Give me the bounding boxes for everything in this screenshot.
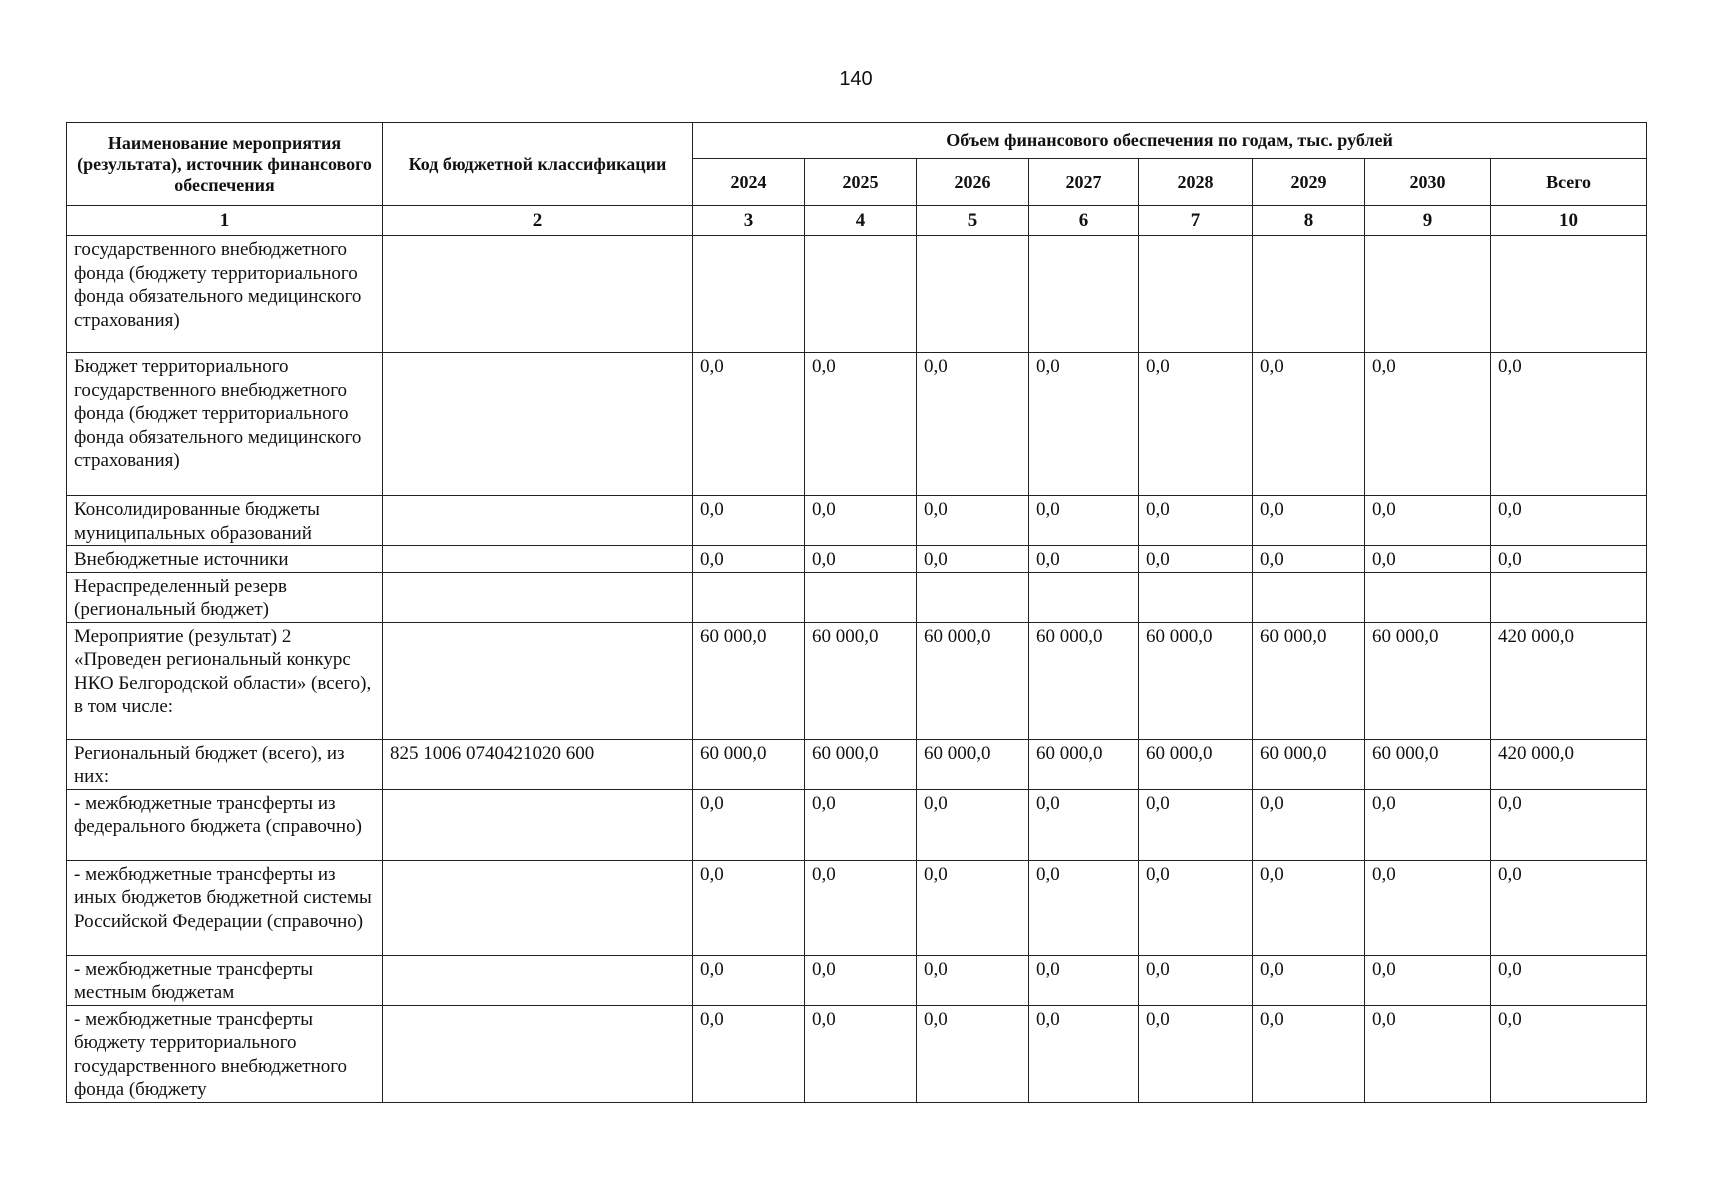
row-year-value: 0,0 bbox=[917, 496, 1029, 546]
column-number: 10 bbox=[1491, 206, 1647, 236]
column-number: 5 bbox=[917, 206, 1029, 236]
header-year: 2029 bbox=[1253, 159, 1365, 206]
row-total-value: 420 000,0 bbox=[1491, 622, 1647, 739]
row-year-value: 0,0 bbox=[1139, 546, 1253, 573]
row-name: Консолидированные бюджеты муниципальных образований bbox=[67, 496, 383, 546]
row-year-value bbox=[1365, 236, 1491, 353]
row-name: Нераспределенный резерв (региональный бюджет) bbox=[67, 572, 383, 622]
row-total-value: 420 000,0 bbox=[1491, 739, 1647, 789]
table-row bbox=[67, 353, 1647, 496]
row-code bbox=[383, 353, 693, 496]
row-year-value: 60 000,0 bbox=[805, 739, 917, 789]
row-year-value: 0,0 bbox=[1365, 860, 1491, 955]
row-year-value bbox=[917, 572, 1029, 622]
row-year-value: 0,0 bbox=[1139, 353, 1253, 496]
row-year-value: 0,0 bbox=[1139, 1005, 1253, 1102]
table-row bbox=[67, 789, 1647, 860]
row-year-value: 0,0 bbox=[1139, 955, 1253, 1005]
row-year-value: 60 000,0 bbox=[693, 739, 805, 789]
row-year-value: 0,0 bbox=[1139, 496, 1253, 546]
row-year-value bbox=[805, 572, 917, 622]
header-year: 2030 bbox=[1365, 159, 1491, 206]
row-year-value: 0,0 bbox=[1365, 1005, 1491, 1102]
row-year-value: 0,0 bbox=[1029, 496, 1139, 546]
row-year-value: 60 000,0 bbox=[917, 622, 1029, 739]
row-code bbox=[383, 860, 693, 955]
row-code bbox=[383, 1005, 693, 1102]
header-year: 2027 bbox=[1029, 159, 1139, 206]
row-year-value bbox=[805, 236, 917, 353]
row-year-value bbox=[1029, 236, 1139, 353]
row-year-value: 0,0 bbox=[1365, 353, 1491, 496]
row-name: - межбюджетные трансферты местным бюджетам bbox=[67, 955, 383, 1005]
financing-table bbox=[66, 122, 1647, 1103]
row-year-value: 0,0 bbox=[917, 789, 1029, 860]
row-year-value bbox=[1253, 236, 1365, 353]
table-row bbox=[67, 955, 1647, 1005]
row-year-value: 60 000,0 bbox=[1253, 739, 1365, 789]
row-year-value: 0,0 bbox=[1365, 789, 1491, 860]
column-number: 8 bbox=[1253, 206, 1365, 236]
row-total-value: 0,0 bbox=[1491, 955, 1647, 1005]
table-body bbox=[67, 236, 1647, 1103]
header-total: Всего bbox=[1491, 159, 1647, 206]
row-total-value: 0,0 bbox=[1491, 860, 1647, 955]
row-year-value: 0,0 bbox=[805, 860, 917, 955]
row-year-value: 60 000,0 bbox=[693, 622, 805, 739]
column-number: 9 bbox=[1365, 206, 1491, 236]
column-number: 3 bbox=[693, 206, 805, 236]
row-year-value: 0,0 bbox=[693, 1005, 805, 1102]
table-row bbox=[67, 496, 1647, 546]
row-year-value: 0,0 bbox=[1253, 789, 1365, 860]
header-code: Код бюджетной классификации bbox=[383, 123, 693, 206]
row-year-value: 0,0 bbox=[805, 353, 917, 496]
row-year-value: 60 000,0 bbox=[1139, 622, 1253, 739]
row-total-value bbox=[1491, 236, 1647, 353]
row-year-value: 0,0 bbox=[1139, 789, 1253, 860]
row-year-value: 0,0 bbox=[917, 546, 1029, 573]
row-year-value: 0,0 bbox=[1253, 1005, 1365, 1102]
row-code: 825 1006 0740421020 600 bbox=[383, 739, 693, 789]
row-name: - межбюджетные трансферты из федерального бюджета (справочно) bbox=[67, 789, 383, 860]
row-year-value: 60 000,0 bbox=[1029, 739, 1139, 789]
row-total-value bbox=[1491, 572, 1647, 622]
row-year-value: 0,0 bbox=[1029, 860, 1139, 955]
row-name: Внебюджетные источники bbox=[67, 546, 383, 573]
row-year-value: 60 000,0 bbox=[805, 622, 917, 739]
table-row bbox=[67, 860, 1647, 955]
table-row bbox=[67, 1005, 1647, 1102]
header-year: 2028 bbox=[1139, 159, 1253, 206]
row-year-value: 0,0 bbox=[1253, 546, 1365, 573]
row-year-value: 0,0 bbox=[917, 353, 1029, 496]
row-year-value: 0,0 bbox=[693, 860, 805, 955]
row-year-value: 60 000,0 bbox=[1139, 739, 1253, 789]
row-year-value: 0,0 bbox=[1253, 860, 1365, 955]
page-number: 140 bbox=[839, 68, 873, 90]
column-number: 1 bbox=[67, 206, 383, 236]
row-code bbox=[383, 622, 693, 739]
row-year-value: 0,0 bbox=[1253, 955, 1365, 1005]
row-year-value bbox=[1139, 236, 1253, 353]
row-year-value: 0,0 bbox=[805, 496, 917, 546]
row-code bbox=[383, 955, 693, 1005]
table-row bbox=[67, 546, 1647, 573]
row-name: Региональный бюджет (всего), из них: bbox=[67, 739, 383, 789]
row-name: Бюджет территориального государственного внебюджетного фонда (бюджет территориального фонда обязательного медицинского страхования) bbox=[67, 353, 383, 496]
row-year-value: 0,0 bbox=[693, 546, 805, 573]
row-name: Мероприятие (результат) 2 «Проведен региональный конкурс НКО Белгородской области» (всего), в том числе: bbox=[67, 622, 383, 739]
row-code bbox=[383, 546, 693, 573]
row-year-value: 0,0 bbox=[805, 1005, 917, 1102]
row-year-value: 60 000,0 bbox=[1365, 739, 1491, 789]
row-year-value: 0,0 bbox=[1029, 546, 1139, 573]
table-row bbox=[67, 572, 1647, 622]
row-year-value: 60 000,0 bbox=[1029, 622, 1139, 739]
row-code bbox=[383, 572, 693, 622]
row-year-value: 0,0 bbox=[1253, 496, 1365, 546]
row-name: - межбюджетные трансферты бюджету территориального государственного внебюджетного фонда (бюджету bbox=[67, 1005, 383, 1102]
row-code bbox=[383, 236, 693, 353]
table-row bbox=[67, 739, 1647, 789]
row-year-value bbox=[1253, 572, 1365, 622]
column-number: 4 bbox=[805, 206, 917, 236]
row-year-value: 0,0 bbox=[1365, 955, 1491, 1005]
header-year: 2024 bbox=[693, 159, 805, 206]
row-year-value bbox=[693, 236, 805, 353]
row-year-value: 0,0 bbox=[1029, 955, 1139, 1005]
row-year-value: 0,0 bbox=[917, 1005, 1029, 1102]
row-year-value: 60 000,0 bbox=[1365, 622, 1491, 739]
header-year: 2026 bbox=[917, 159, 1029, 206]
row-year-value: 0,0 bbox=[693, 789, 805, 860]
row-year-value bbox=[1365, 572, 1491, 622]
row-year-value: 0,0 bbox=[1365, 546, 1491, 573]
header-name: Наименование мероприятия (результата), источник финансового обеспечения bbox=[67, 123, 383, 206]
table-row bbox=[67, 236, 1647, 353]
row-name: - межбюджетные трансферты из иных бюджетов бюджетной системы Российской Федерации (справочно) bbox=[67, 860, 383, 955]
row-year-value: 0,0 bbox=[1029, 353, 1139, 496]
row-total-value: 0,0 bbox=[1491, 496, 1647, 546]
column-number: 7 bbox=[1139, 206, 1253, 236]
row-year-value: 0,0 bbox=[693, 496, 805, 546]
row-year-value: 0,0 bbox=[1139, 860, 1253, 955]
row-code bbox=[383, 496, 693, 546]
row-year-value: 60 000,0 bbox=[917, 739, 1029, 789]
row-year-value: 0,0 bbox=[1029, 1005, 1139, 1102]
row-year-value: 0,0 bbox=[917, 860, 1029, 955]
row-year-value: 60 000,0 bbox=[1253, 622, 1365, 739]
row-code bbox=[383, 789, 693, 860]
row-year-value bbox=[693, 572, 805, 622]
row-year-value: 0,0 bbox=[805, 955, 917, 1005]
row-year-value bbox=[1029, 572, 1139, 622]
row-year-value: 0,0 bbox=[917, 955, 1029, 1005]
header-year: 2025 bbox=[805, 159, 917, 206]
row-total-value: 0,0 bbox=[1491, 1005, 1647, 1102]
column-number: 2 bbox=[383, 206, 693, 236]
row-year-value: 0,0 bbox=[1365, 496, 1491, 546]
row-year-value: 0,0 bbox=[1253, 353, 1365, 496]
row-year-value bbox=[1139, 572, 1253, 622]
column-number: 6 bbox=[1029, 206, 1139, 236]
row-year-value bbox=[917, 236, 1029, 353]
row-name: государственного внебюджетного фонда (бюджету территориального фонда обязательного медицинского страхования) bbox=[67, 236, 383, 353]
table-row bbox=[67, 622, 1647, 739]
row-year-value: 0,0 bbox=[1029, 789, 1139, 860]
row-year-value: 0,0 bbox=[693, 955, 805, 1005]
row-year-value: 0,0 bbox=[805, 546, 917, 573]
row-year-value: 0,0 bbox=[693, 353, 805, 496]
row-total-value: 0,0 bbox=[1491, 353, 1647, 496]
row-total-value: 0,0 bbox=[1491, 546, 1647, 573]
row-total-value: 0,0 bbox=[1491, 789, 1647, 860]
row-year-value: 0,0 bbox=[805, 789, 917, 860]
header-volume: Объем финансового обеспечения по годам, тыс. рублей bbox=[693, 123, 1647, 159]
